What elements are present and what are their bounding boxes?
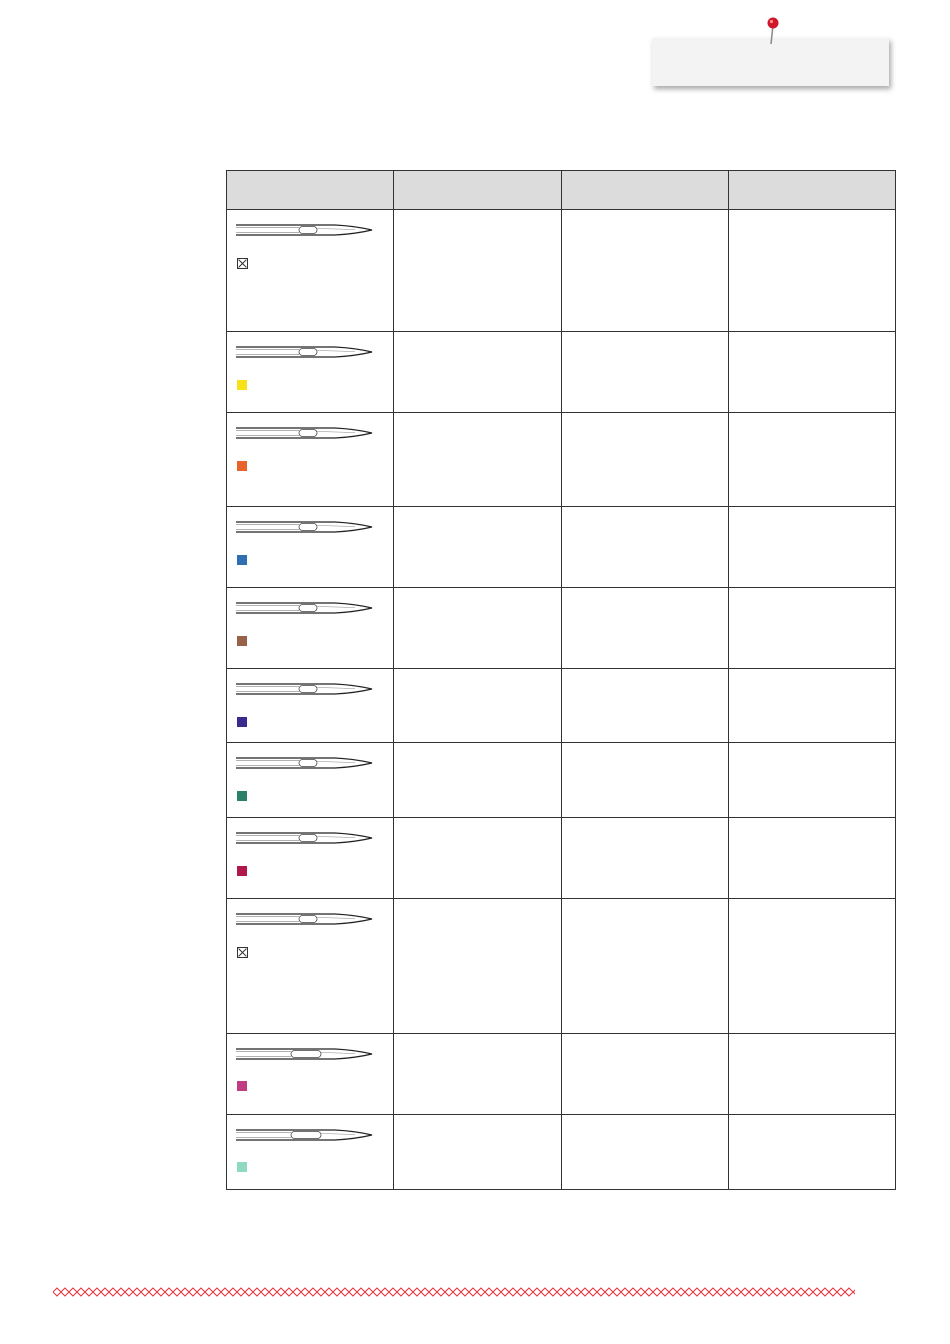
table-cell [729,1034,896,1115]
table-cell [394,669,562,743]
table-cell [729,743,896,818]
table-cell [729,507,896,588]
needle-cell [227,818,394,899]
table-cell [562,507,729,588]
no-color-code-icon [237,947,248,958]
needle-icon [235,1125,373,1145]
table-row [227,332,896,413]
table-cell [394,1034,562,1115]
needle-icon [235,753,373,773]
no-color-code-icon [237,258,248,269]
table-cell [562,1034,729,1115]
needle-cell [227,413,394,507]
table-row [227,818,896,899]
header-cell [729,171,896,210]
table-row [227,413,896,507]
needle-icon [235,598,373,618]
needle-table [226,170,896,1190]
table-cell [729,818,896,899]
needle-cell [227,669,394,743]
pushpin-icon [764,16,784,46]
table-row [227,1034,896,1115]
table-cell [394,743,562,818]
needle-icon [235,423,373,443]
table-cell [562,588,729,669]
color-code-swatch [237,636,247,646]
table-row [227,507,896,588]
table-cell [394,1115,562,1190]
table-cell [729,588,896,669]
color-code-swatch [237,1081,247,1091]
table-row [227,588,896,669]
color-code-swatch [237,791,247,801]
header-cell [562,171,729,210]
table-cell [562,743,729,818]
needle-icon [235,679,373,699]
color-code-swatch [237,555,247,565]
table-row [227,743,896,818]
table-cell [729,332,896,413]
table-cell [562,413,729,507]
needle-icon [235,342,373,362]
needle-cell [227,588,394,669]
table-cell [562,210,729,332]
color-code-swatch [237,866,247,876]
table-cell [394,507,562,588]
table-row [227,899,896,1034]
needle-cell [227,1115,394,1190]
header-cell [394,171,562,210]
table-cell [394,899,562,1034]
table-header-row [227,171,896,210]
color-code-swatch [237,380,247,390]
table-cell [729,899,896,1034]
needle-cell [227,743,394,818]
table-cell [729,669,896,743]
needle-cell [227,899,394,1034]
needle-cell [227,1034,394,1115]
table-cell [394,332,562,413]
table-cell [562,669,729,743]
decorative-footer-border [53,1286,855,1298]
needle-cell [227,332,394,413]
table-row [227,210,896,332]
needle-icon [235,517,373,537]
table-cell [394,210,562,332]
needle-icon [235,828,373,848]
table-row [227,1115,896,1190]
table-body [227,210,896,1190]
color-code-swatch [237,1162,247,1172]
table-cell [729,1115,896,1190]
color-code-swatch [237,461,247,471]
needle-icon [235,909,373,929]
table-cell [562,1115,729,1190]
table-cell [394,818,562,899]
table-cell [394,588,562,669]
needle-cell [227,210,394,332]
table-cell [729,210,896,332]
needle-icon [235,1044,373,1064]
table-cell [562,332,729,413]
table-row [227,669,896,743]
table-cell [562,818,729,899]
table-cell [562,899,729,1034]
table-cell [394,413,562,507]
table-cell [729,413,896,507]
color-code-swatch [237,717,247,727]
needle-cell [227,507,394,588]
header-cell [227,171,394,210]
needle-icon [235,220,373,240]
